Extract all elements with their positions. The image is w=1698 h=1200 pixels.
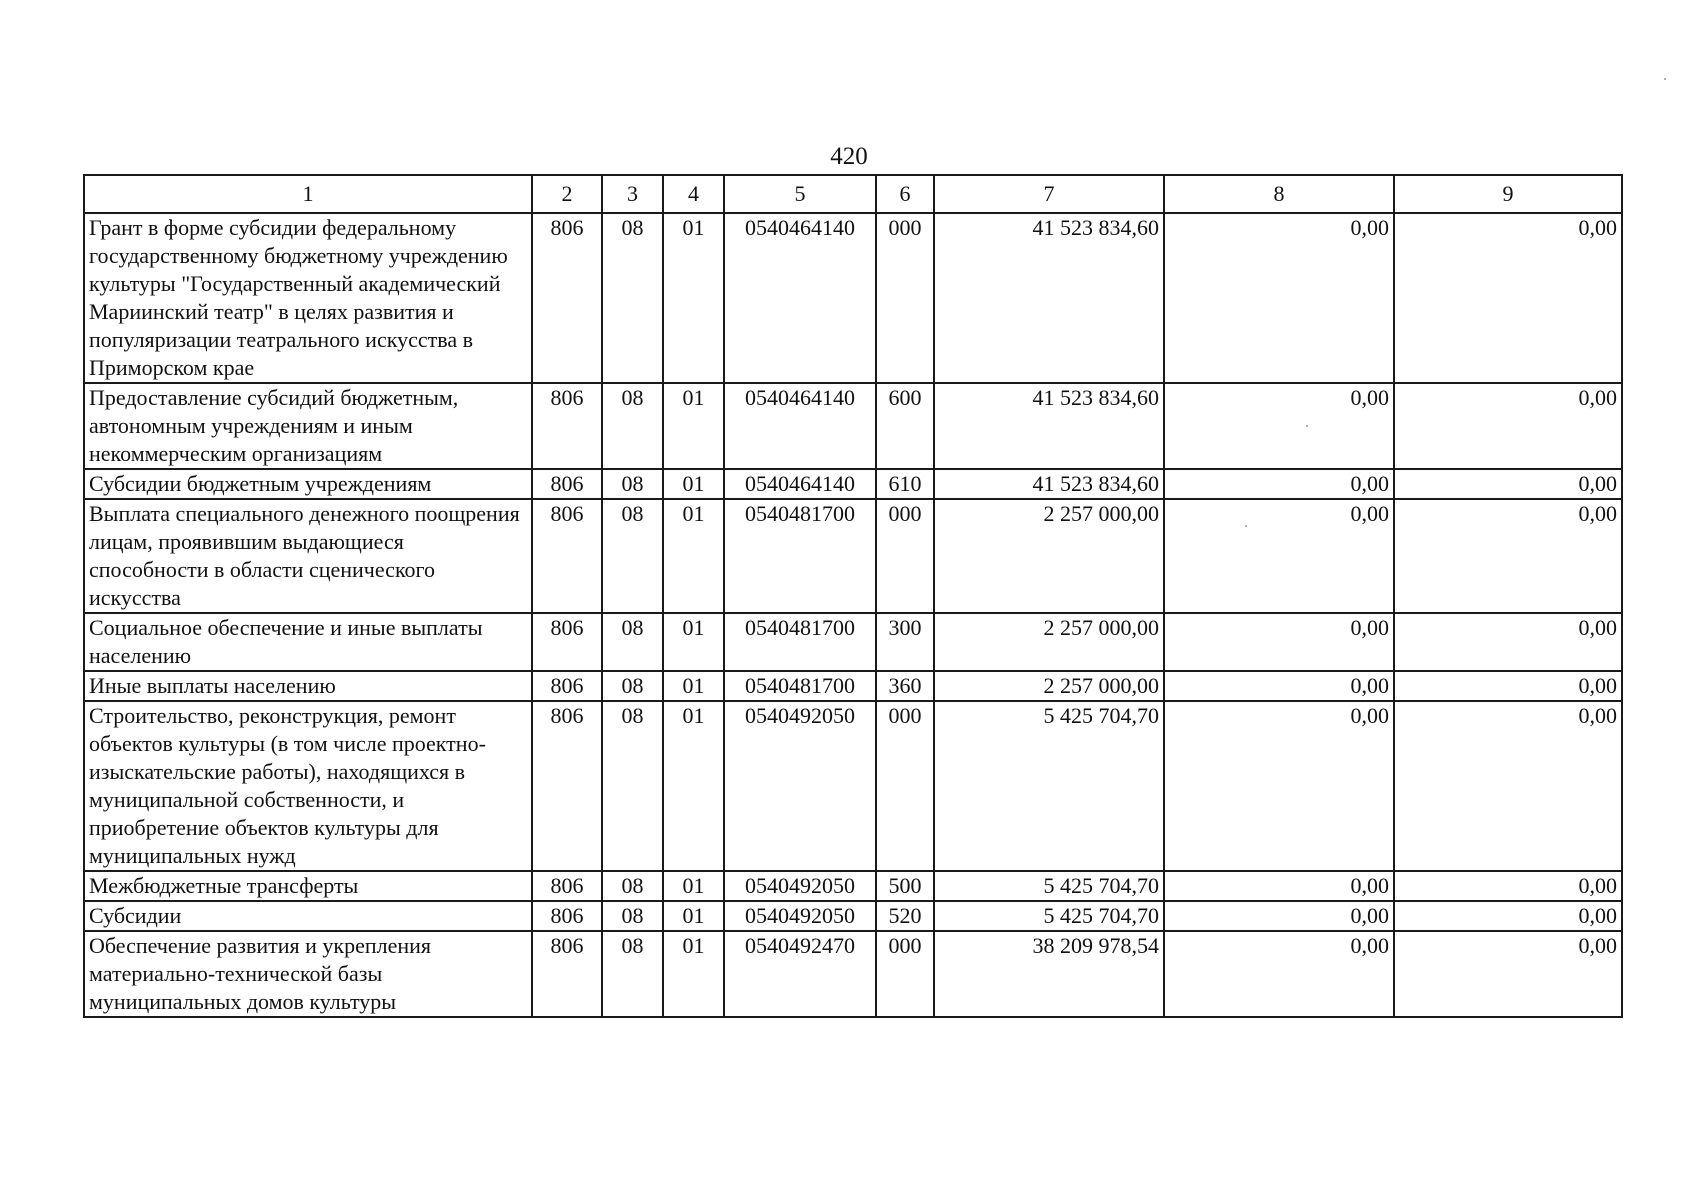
- target-article-code: 0540481700: [724, 671, 876, 701]
- expense-type-code: 000: [876, 499, 934, 613]
- amount-col7: 41 523 834,60: [934, 469, 1164, 499]
- amount-col8: 0,00: [1164, 931, 1394, 1017]
- table-row: [84, 613, 1622, 671]
- amount-col9: 0,00: [1394, 671, 1622, 701]
- section-code: 08: [602, 613, 663, 671]
- section-code: 08: [602, 871, 663, 901]
- expense-name: Строительство, реконструкция, ремонт объектов культуры (в том числе проектно-изыскательские работы), находящихся в муниципальной собственности, и приобретение объектов культуры для муниципальных нужд: [84, 701, 532, 871]
- expense-name: Обеспечение развития и укрепления материально-технической базы муниципальных домов культуры: [84, 931, 532, 1017]
- ministry-code: 806: [532, 469, 602, 499]
- column-header: 4: [663, 175, 724, 213]
- target-article-code: 0540492470: [724, 931, 876, 1017]
- amount-col8: 0,00: [1164, 613, 1394, 671]
- amount-col8: 0,00: [1164, 469, 1394, 499]
- target-article-code: 0540464140: [724, 469, 876, 499]
- section-code: 08: [602, 671, 663, 701]
- expense-type-code: 520: [876, 901, 934, 931]
- table-header-row: [84, 175, 1622, 213]
- amount-col8: 0,00: [1164, 383, 1394, 469]
- expense-type-code: 610: [876, 469, 934, 499]
- expense-name: Социальное обеспечение и иные выплаты населению: [84, 613, 532, 671]
- amount-col7: 5 425 704,70: [934, 701, 1164, 871]
- section-code: 08: [602, 383, 663, 469]
- expense-name: Субсидии: [84, 901, 532, 931]
- amount-col8: 0,00: [1164, 901, 1394, 931]
- table-row: [84, 901, 1622, 931]
- amount-col7: 38 209 978,54: [934, 931, 1164, 1017]
- amount-col8: 0,00: [1164, 871, 1394, 901]
- subsection-code: 01: [663, 469, 724, 499]
- ministry-code: 806: [532, 931, 602, 1017]
- table-row: [84, 931, 1622, 1017]
- target-article-code: 0540492050: [724, 871, 876, 901]
- ministry-code: 806: [532, 671, 602, 701]
- section-code: 08: [602, 901, 663, 931]
- amount-col9: 0,00: [1394, 701, 1622, 871]
- ministry-code: 806: [532, 383, 602, 469]
- amount-col7: 2 257 000,00: [934, 671, 1164, 701]
- section-code: 08: [602, 469, 663, 499]
- amount-col7: 5 425 704,70: [934, 901, 1164, 931]
- target-article-code: 0540492050: [724, 901, 876, 931]
- table-row: [84, 469, 1622, 499]
- amount-col9: 0,00: [1394, 499, 1622, 613]
- expense-name: Предоставление субсидий бюджетным, автономным учреждениям и иным некоммерческим организациям: [84, 383, 532, 469]
- section-code: 08: [602, 213, 663, 383]
- subsection-code: 01: [663, 871, 724, 901]
- amount-col8: 0,00: [1164, 213, 1394, 383]
- target-article-code: 0540481700: [724, 499, 876, 613]
- amount-col7: 41 523 834,60: [934, 213, 1164, 383]
- table-row: [84, 499, 1622, 613]
- amount-col9: 0,00: [1394, 901, 1622, 931]
- amount-col7: 2 257 000,00: [934, 613, 1164, 671]
- amount-col7: 41 523 834,60: [934, 383, 1164, 469]
- section-code: 08: [602, 931, 663, 1017]
- table-row: [84, 701, 1622, 871]
- section-code: 08: [602, 701, 663, 871]
- subsection-code: 01: [663, 701, 724, 871]
- expense-name: Субсидии бюджетным учреждениям: [84, 469, 532, 499]
- ministry-code: 806: [532, 499, 602, 613]
- amount-col9: 0,00: [1394, 613, 1622, 671]
- expense-type-code: 000: [876, 931, 934, 1017]
- column-header: 9: [1394, 175, 1622, 213]
- subsection-code: 01: [663, 901, 724, 931]
- column-header: 3: [602, 175, 663, 213]
- amount-col9: 0,00: [1394, 213, 1622, 383]
- budget-table: [83, 174, 1623, 1018]
- ministry-code: 806: [532, 871, 602, 901]
- amount-col7: 5 425 704,70: [934, 871, 1164, 901]
- amount-col9: 0,00: [1394, 469, 1622, 499]
- column-header: 8: [1164, 175, 1394, 213]
- ministry-code: 806: [532, 613, 602, 671]
- subsection-code: 01: [663, 383, 724, 469]
- ministry-code: 806: [532, 213, 602, 383]
- expense-type-code: 300: [876, 613, 934, 671]
- scan-speck: [1664, 78, 1666, 80]
- amount-col9: 0,00: [1394, 383, 1622, 469]
- column-header: 2: [532, 175, 602, 213]
- expense-name: Выплата специального денежного поощрения лицам, проявившим выдающиеся способности в области сценического искусства: [84, 499, 532, 613]
- table-row: [84, 671, 1622, 701]
- amount-col9: 0,00: [1394, 931, 1622, 1017]
- subsection-code: 01: [663, 931, 724, 1017]
- table-row: [84, 213, 1622, 383]
- ministry-code: 806: [532, 701, 602, 871]
- expense-name: Иные выплаты населению: [84, 671, 532, 701]
- subsection-code: 01: [663, 499, 724, 613]
- table-row: [84, 383, 1622, 469]
- column-header: 1: [84, 175, 532, 213]
- amount-col8: 0,00: [1164, 701, 1394, 871]
- target-article-code: 0540492050: [724, 701, 876, 871]
- expense-type-code: 000: [876, 213, 934, 383]
- amount-col9: 0,00: [1394, 871, 1622, 901]
- subsection-code: 01: [663, 213, 724, 383]
- page-number: 420: [830, 143, 868, 170]
- expense-type-code: 600: [876, 383, 934, 469]
- target-article-code: 0540481700: [724, 613, 876, 671]
- ministry-code: 806: [532, 901, 602, 931]
- amount-col8: 0,00: [1164, 671, 1394, 701]
- target-article-code: 0540464140: [724, 383, 876, 469]
- expense-type-code: 360: [876, 671, 934, 701]
- column-header: 5: [724, 175, 876, 213]
- subsection-code: 01: [663, 613, 724, 671]
- expense-type-code: 500: [876, 871, 934, 901]
- column-header: 6: [876, 175, 934, 213]
- amount-col8: 0,00: [1164, 499, 1394, 613]
- section-code: 08: [602, 499, 663, 613]
- expense-name: Грант в форме субсидии федеральному государственному бюджетному учреждению культуры "Государственный академический Мариинский театр" в целях развития и популяризации театрального искусства в Приморском крае: [84, 213, 532, 383]
- target-article-code: 0540464140: [724, 213, 876, 383]
- column-header: 7: [934, 175, 1164, 213]
- subsection-code: 01: [663, 671, 724, 701]
- scan-speck: [1306, 425, 1308, 427]
- expense-type-code: 000: [876, 701, 934, 871]
- expense-name: Межбюджетные трансферты: [84, 871, 532, 901]
- amount-col7: 2 257 000,00: [934, 499, 1164, 613]
- table-row: [84, 871, 1622, 901]
- scan-speck: [1245, 525, 1247, 527]
